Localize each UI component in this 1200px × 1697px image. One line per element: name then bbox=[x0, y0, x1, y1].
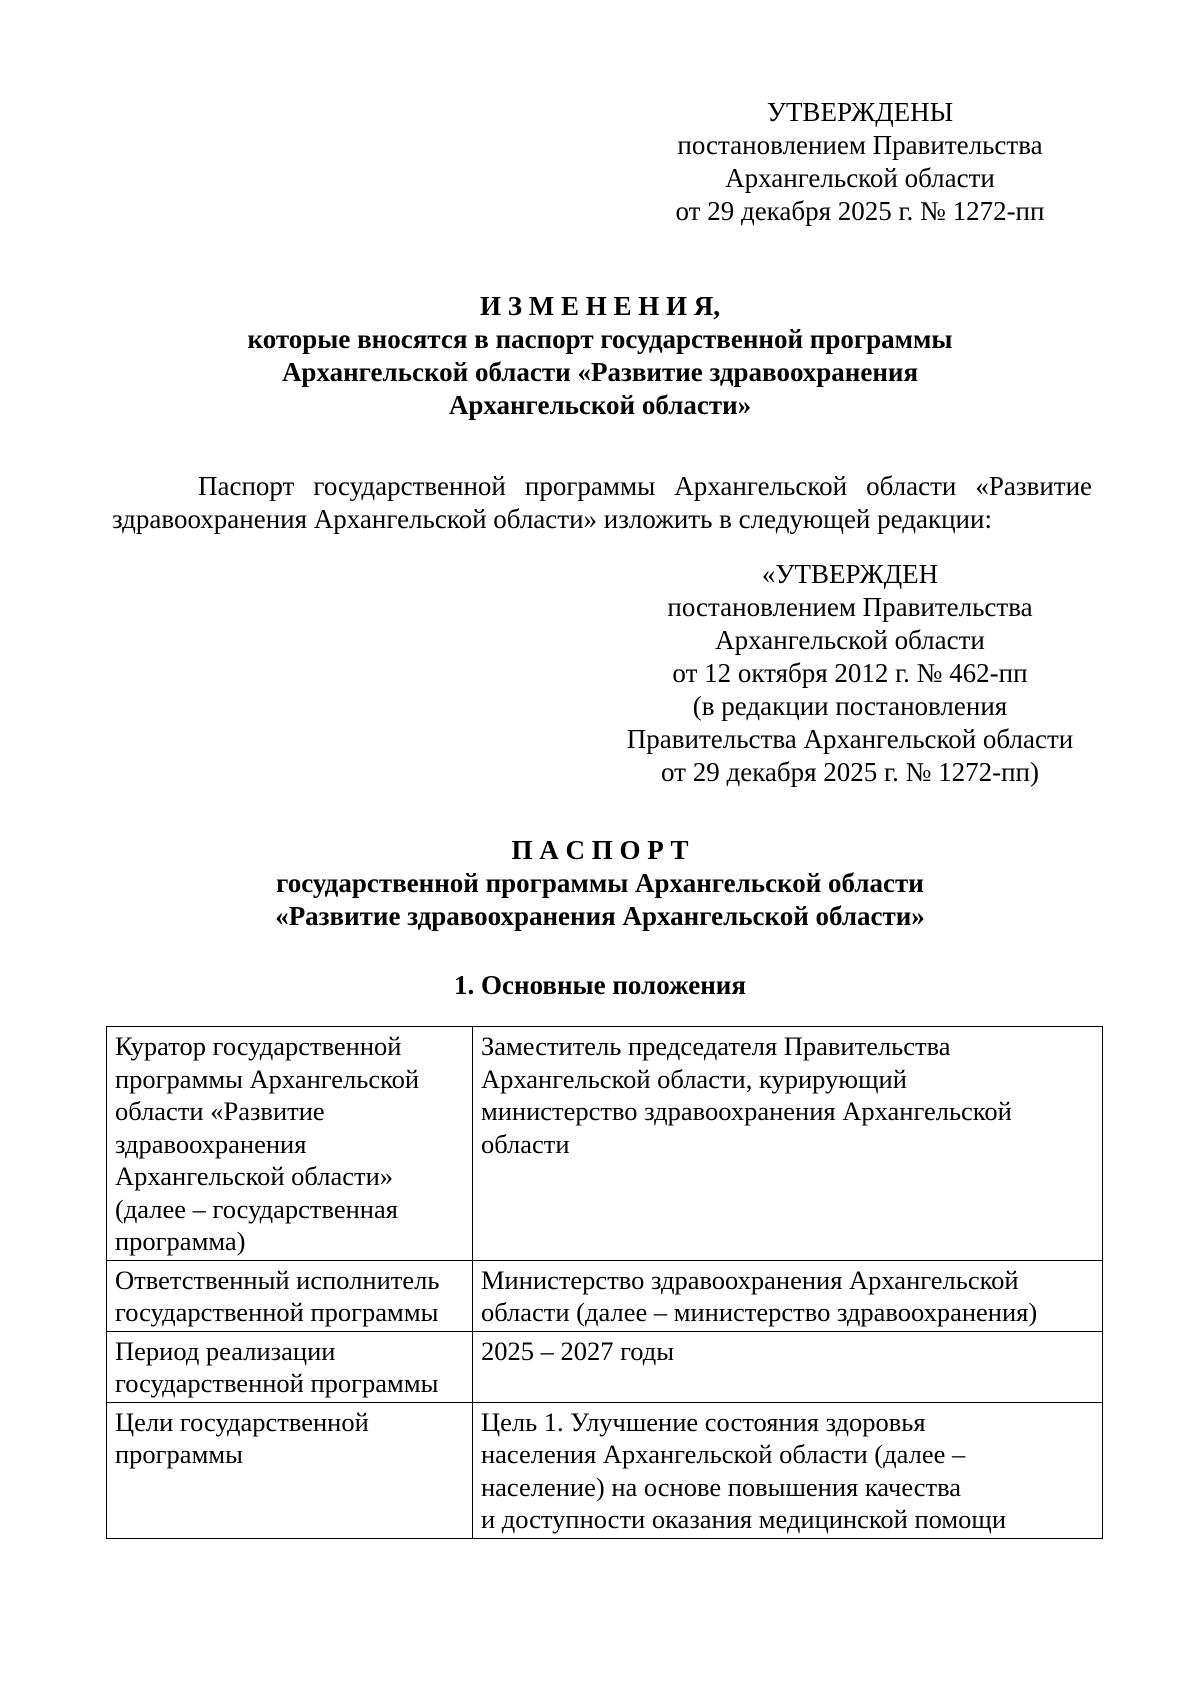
cell-line: (далее – государственная bbox=[115, 1193, 398, 1224]
approval-line: Архангельской области bbox=[725, 163, 995, 193]
cell-line: Цель 1. Улучшение состояния здоровья bbox=[480, 1406, 926, 1437]
changes-subtitle-line: Архангельской области «Развитие здравоохранения bbox=[281, 357, 919, 387]
passport-table bbox=[106, 1026, 1103, 1539]
cell-line: области (далее – министерство здравоохранения) bbox=[480, 1297, 1038, 1327]
approval-line: «УТВЕРЖДЕН bbox=[761, 559, 939, 589]
intro-line-2: здравоохранения Архангельской области» изложить в следующей редакции: bbox=[112, 504, 992, 534]
section-heading: 1. Основные положения bbox=[454, 970, 746, 1000]
approval-line: УТВЕРЖДЕНЫ bbox=[766, 97, 954, 127]
passport-heading bbox=[100, 834, 1100, 933]
cell-line: Период реализации bbox=[115, 1335, 336, 1366]
approval-line: от 29 декабря 2025 г. № 1272-пп bbox=[675, 196, 1045, 226]
cell-line: программы bbox=[115, 1439, 243, 1469]
approval-line: от 12 октября 2012 г. № 462-пп bbox=[672, 658, 1028, 688]
table-row bbox=[107, 1027, 1103, 1261]
passport-title: П А С П О Р Т bbox=[511, 835, 689, 865]
table-value-cell bbox=[472, 1331, 1102, 1402]
passport-subtitle-line: государственной программы Архангельской области bbox=[276, 868, 924, 898]
approval-line: Архангельской области bbox=[715, 625, 985, 655]
cell-line: Цели государственной bbox=[115, 1406, 369, 1437]
changes-title: И З М Е Н Е Н И Я, bbox=[479, 291, 720, 321]
approval-line: постановлением Правительства bbox=[667, 592, 1033, 622]
approval-line: от 29 декабря 2025 г. № 1272-пп) bbox=[661, 757, 1039, 787]
table-label-cell bbox=[107, 1331, 473, 1402]
cell-line: населения Архангельской области (далее – bbox=[480, 1439, 966, 1469]
approval-line: (в редакции постановления bbox=[692, 691, 1008, 721]
cell-line: области bbox=[480, 1128, 570, 1159]
passport-subtitle-line: «Развитие здравоохранения Архангельской области» bbox=[275, 901, 925, 931]
table-label-cell bbox=[107, 1027, 473, 1261]
changes-subtitle-line: Архангельской области» bbox=[448, 390, 752, 420]
table-row bbox=[107, 1260, 1103, 1331]
cell-line: программы Архангельской bbox=[115, 1063, 420, 1094]
changes-subtitle-line: которые вносятся в паспорт государственной программы bbox=[247, 324, 953, 354]
cell-line: Ответственный исполнитель bbox=[115, 1264, 440, 1295]
cell-line: Министерство здравоохранения Архангельской bbox=[480, 1264, 1019, 1295]
table-value-cell bbox=[472, 1402, 1102, 1538]
table-value-cell bbox=[472, 1027, 1102, 1261]
cell-line: Куратор государственной bbox=[115, 1031, 402, 1061]
cell-line: программа) bbox=[115, 1226, 246, 1256]
table-label-cell bbox=[107, 1260, 473, 1331]
approval-stamp-passport bbox=[590, 558, 1110, 789]
cell-line: население) на основе повышения качества bbox=[480, 1471, 962, 1502]
approval-stamp-top bbox=[640, 96, 1080, 228]
intro-paragraph bbox=[112, 470, 1092, 536]
cell-line: Архангельской области, курирующий bbox=[480, 1063, 907, 1094]
table-row bbox=[107, 1402, 1103, 1538]
cell-line: государственной программы bbox=[115, 1368, 439, 1398]
cell-line: Заместитель председателя Правительства bbox=[480, 1031, 951, 1061]
approval-line: Правительства Архангельской области bbox=[626, 724, 1074, 754]
cell-line: министерство здравоохранения Архангельской bbox=[480, 1096, 1012, 1126]
cell-line: области «Развитие bbox=[115, 1096, 325, 1126]
cell-line: государственной программы bbox=[115, 1297, 439, 1327]
approval-line: постановлением Правительства bbox=[677, 130, 1043, 160]
changes-heading bbox=[100, 290, 1100, 422]
cell-line: Архангельской области» bbox=[115, 1161, 394, 1191]
cell-line: 2025 – 2027 годы bbox=[480, 1335, 675, 1366]
table-value-cell bbox=[472, 1260, 1102, 1331]
table-row bbox=[107, 1331, 1103, 1402]
table-label-cell bbox=[107, 1402, 473, 1538]
intro-line-1: Паспорт государственной программы Архангельской области «Развитие bbox=[198, 471, 1092, 501]
cell-line: и доступности оказания медицинской помощи bbox=[480, 1504, 1006, 1534]
cell-line: здравоохранения bbox=[115, 1128, 307, 1159]
